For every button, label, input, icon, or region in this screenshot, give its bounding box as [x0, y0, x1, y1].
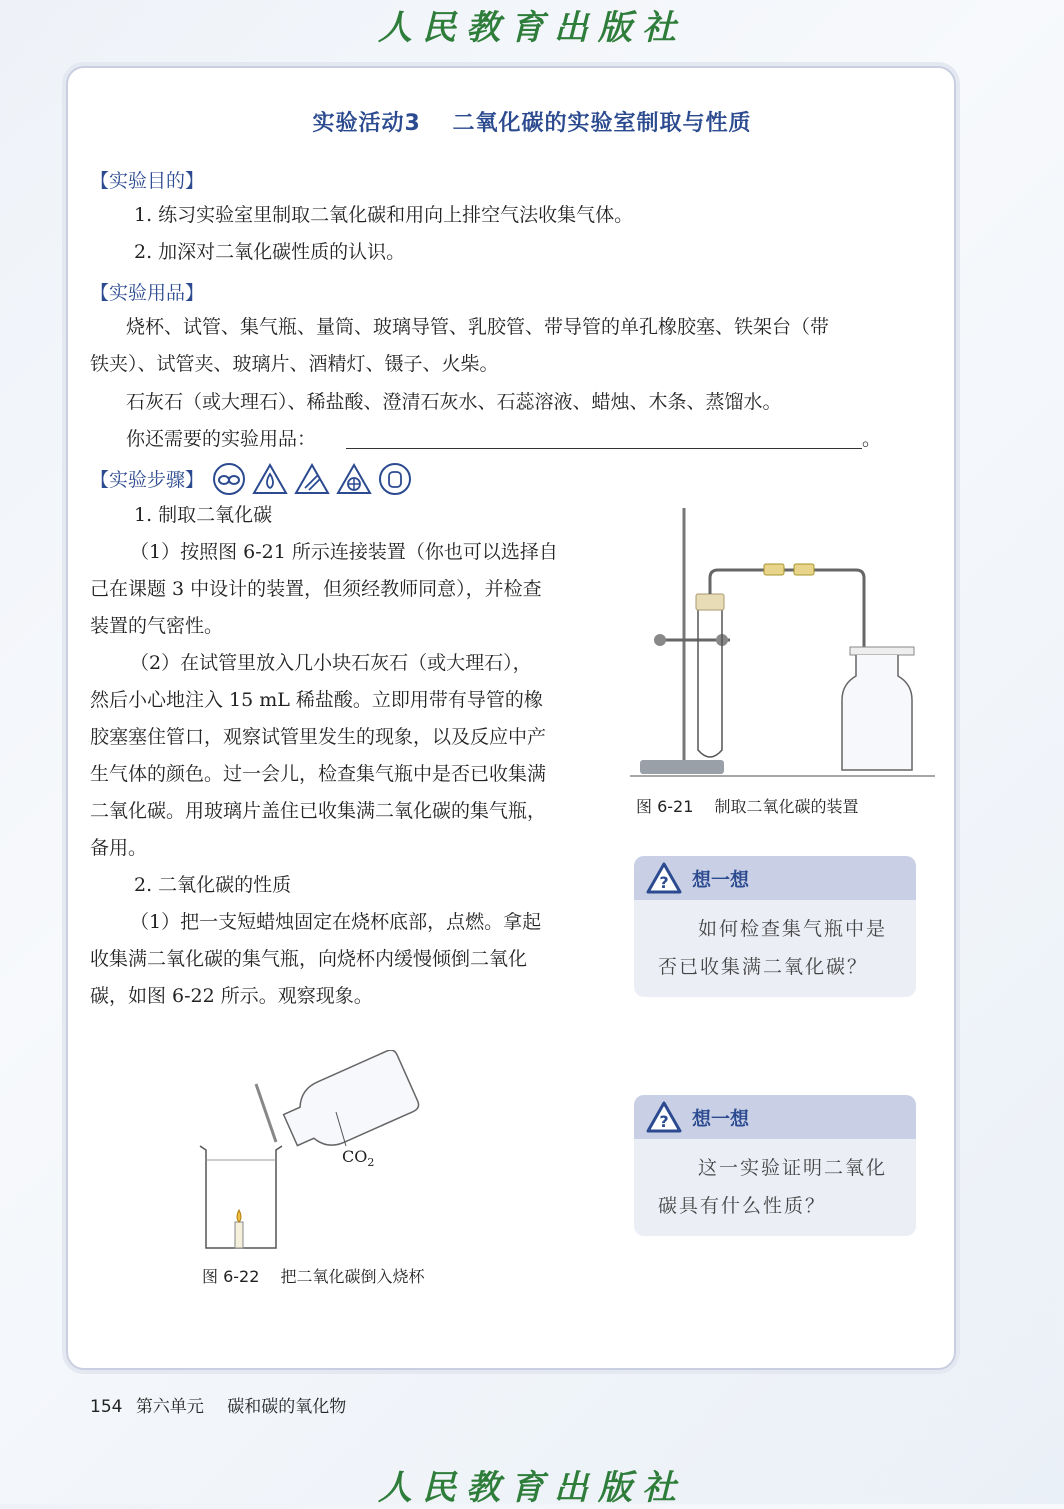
materials-line: 烧杯、试管、集气瓶、量筒、玻璃导管、乳胶管、带导管的单孔橡胶塞、铁架台（带 [126, 316, 830, 338]
publisher-logo-top: 人民教育出版社 [378, 8, 686, 48]
warning-question-icon [646, 862, 682, 894]
think-box [634, 856, 916, 997]
think-box-text: 如何检查集气瓶中是否已收集满二氧化碳？ [658, 918, 888, 978]
candle-flame [237, 1210, 241, 1222]
think-box-text: 这一实验证明二氧化碳具有什么性质？ [658, 1157, 888, 1217]
section-heading-purpose: 【实验目的】 [90, 170, 205, 192]
hand-wash-icon [378, 462, 412, 496]
materials-end-mark: 。 [862, 428, 882, 450]
step-text: 己在课题 3 中设计的装置，但须经教师同意），并检查 [90, 578, 542, 600]
step-text: 然后小心地注入 15 mL 稀盐酸。立即用带有导管的橡 [90, 689, 543, 711]
step-heading: 2. 二氧化碳的性质 [134, 874, 292, 896]
delivery-tube [710, 570, 864, 760]
page-title: 实验活动3 二氧化碳的实验室制取与性质 [312, 111, 752, 136]
step-text: （1）把一支短蜡烛固定在烧杯底部，点燃。拿起 [130, 911, 542, 933]
figure-6-21-caption: 图 6-21 制取二氧化碳的装置 [636, 797, 859, 816]
flame-icon [252, 462, 288, 496]
step-text: 备用。 [90, 837, 148, 859]
step-text: 碳，如图 6-22 所示。观察现象。 [90, 985, 373, 1007]
step-text: 装置的气密性。 [90, 615, 224, 637]
think-box-title: 想一想 [692, 868, 750, 891]
think-box-header [634, 856, 916, 900]
step-text: （2）在试管里放入几小块石灰石（或大理石）， [130, 652, 532, 674]
svg-text:?: ? [659, 1112, 669, 1131]
materials-line: 铁夹）、试管夹、玻璃片、酒精灯、镊子、火柴。 [90, 353, 499, 375]
gas-collecting-bottle [842, 655, 912, 770]
co2-label: $CO_2$ [342, 1147, 375, 1169]
acid-icon [294, 462, 330, 496]
iron-stand-base [640, 760, 724, 774]
goggles-icon [212, 462, 246, 496]
think-box-header [634, 1095, 916, 1139]
think-box-title: 想一想 [692, 1107, 750, 1130]
figure-6-22-caption: 图 6-22 把二氧化碳倒入烧杯 [202, 1267, 425, 1286]
candle [235, 1222, 243, 1248]
step-heading: 1. 制取二氧化碳 [134, 504, 273, 526]
step-text: 收集满二氧化碳的集气瓶，向烧杯内缓慢倾倒二氧化 [90, 948, 528, 970]
page-number: 154 [90, 1397, 123, 1417]
purpose-item: 1. 练习实验室里制取二氧化碳和用向上排空气法收集气体。 [134, 204, 634, 226]
ventilation-icon [336, 462, 372, 496]
step-text: 生气体的颜色。过一会儿，检查集气瓶中是否已收集满 [90, 763, 547, 785]
svg-text:?: ? [659, 873, 669, 892]
publisher-logo-bottom: 人民教育出版社 [378, 1468, 686, 1508]
unit-name: 第六单元 [135, 1397, 204, 1417]
safety-icons [212, 462, 412, 496]
step-text: 胶塞塞住管口，观察试管里发生的现象，以及反应中产 [90, 726, 547, 748]
step-text: （1）按照图 6-21 所示连接装置（你也可以选择自 [130, 541, 558, 563]
purpose-item: 2. 加深对二氧化碳性质的认识。 [134, 241, 406, 263]
materials-prompt: 你还需要的实验用品： [126, 428, 317, 450]
rubber-stopper [696, 594, 724, 610]
section-heading-materials: 【实验用品】 [90, 282, 205, 304]
unit-title: 碳和碳的氧化物 [227, 1397, 347, 1417]
page-footer [90, 1392, 346, 1417]
section-heading-steps: 【实验步骤】 [90, 469, 205, 491]
answer-blank-line[interactable] [346, 448, 862, 449]
materials-line: 石灰石（或大理石）、稀盐酸、澄清石灰水、石蕊溶液、蜡烛、木条、蒸馏水。 [126, 391, 782, 413]
figure-6-22-pouring [190, 1050, 430, 1260]
warning-question-icon [646, 1101, 682, 1133]
step-text: 二氧化碳。用玻璃片盖住已收集满二氧化碳的集气瓶， [90, 800, 547, 822]
figure-6-21-apparatus [630, 500, 940, 785]
test-tube [698, 600, 722, 757]
think-box [634, 1095, 916, 1236]
tilted-gas-bottle [277, 1050, 421, 1160]
